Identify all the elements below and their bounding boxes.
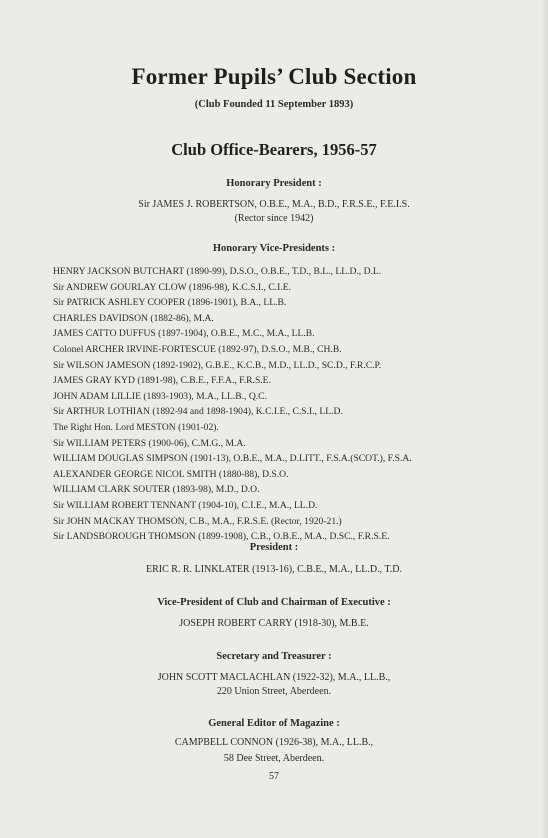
editor-name: CAMPBELL CONNON (1926-38), M.A., LL.B., [174, 737, 374, 748]
list-item: Sir WILLIAM PETERS (1900-06), C.M.G., M.A. [53, 437, 246, 449]
founded-subtitle: (Club Founded 11 September 1893) [194, 99, 354, 110]
secretary-name: JOHN SCOTT MACLACHLAN (1922-32), M.A., LL.B., [157, 672, 391, 683]
honorary-president-heading: Honorary President : [226, 178, 322, 189]
honorary-president-note: (Rector since 1942) [234, 213, 314, 224]
list-item: JAMES GRAY KYD (1891-98), C.B.E., F.F.A., F.R.S.E. [53, 375, 271, 387]
list-item: The Right Hon. Lord MESTON (1901-02). [53, 421, 219, 433]
office-bearers-title: Club Office-Bearers, 1956-57 [171, 140, 377, 159]
list-item: Sir WILLIAM ROBERT TENNANT (1904-10), C.I.E., M.A., LL.D. [53, 499, 318, 511]
list-item: Sir LANDSBOROUGH THOMSON (1899-1908), C.B., O.B.E., M.A., D.SC., F.R.S.E. [53, 531, 390, 543]
list-item: Sir WILSON JAMESON (1892-1902), G.B.E., K.C.B., M.D., LL.D., SC.D., F.R.C.P. [53, 359, 382, 371]
page-title: Former Pupils’ Club Section [131, 64, 417, 89]
editor-heading: General Editor of Magazine : [208, 718, 340, 729]
list-item: Sir ARTHUR LOTHIAN (1892-94 and 1898-1904), K.C.I.E., C.S.I., LL.D. [53, 406, 343, 418]
vice-president-name: JOSEPH ROBERT CARRY (1918-30), M.B.E. [179, 618, 369, 629]
list-item: ALEXANDER GEORGE NICOL SMITH (1880-88), D.S.O. [53, 468, 289, 480]
list-item: CHARLES DAVIDSON (1882-86), M.A. [53, 312, 214, 324]
list-item: Colonel ARCHER IRVINE-FORTESCUE (1892-97), D.S.O., M.B., CH.B. [53, 343, 342, 355]
vice-presidents-heading: Honorary Vice-Presidents : [212, 243, 336, 254]
list-item: Sir JOHN MACKAY THOMSON, C.B., M.A., F.R.S.E. (Rector, 1920-21.) [53, 515, 342, 527]
president-name: ERIC R. R. LINKLATER (1913-16), C.B.E., M.A., LL.D., T.D. [145, 564, 402, 575]
honorary-president-name: Sir JAMES J. ROBERTSON, O.B.E., M.A., B.D., F.R.S.E., F.E.I.S. [138, 199, 410, 210]
president-heading: President : [249, 542, 299, 553]
vice-president-heading: Vice-President of Club and Chairman of Executive : [157, 597, 391, 608]
list-item: WILLIAM CLARK SOUTER (1893-98), M.D., D.O. [53, 484, 260, 496]
list-item: Sir PATRICK ASHLEY COOPER (1896-1901), B.A., LL.B. [53, 297, 287, 309]
list-item: WILLIAM DOUGLAS SIMPSON (1901-13), O.B.E., M.A., D.LITT., F.S.A.(SCOT.), F.S.A. [53, 453, 412, 465]
list-item: Sir ANDREW GOURLAY CLOW (1896-98), K.C.S.I., C.I.E. [53, 281, 291, 293]
vice-presidents-list [53, 264, 513, 545]
secretary-heading: Secretary and Treasurer : [216, 651, 332, 662]
list-item: JAMES CATTO DUFFUS (1897-1904), O.B.E., M.C., M.A., LL.B. [53, 328, 315, 340]
page-number: 57 [269, 771, 279, 782]
secretary-address: 220 Union Street, Aberdeen. [216, 686, 332, 697]
list-item: HENRY JACKSON BUTCHART (1890-99), D.S.O., O.B.E., T.D., B.L., LL.D., D.L. [53, 266, 382, 277]
page-edge [542, 0, 548, 838]
editor-address: 58 Dee Street, Aberdeen. [223, 753, 325, 764]
list-item: JOHN ADAM LILLIE (1893-1903), M.A., LL.B., Q.C. [53, 390, 267, 402]
